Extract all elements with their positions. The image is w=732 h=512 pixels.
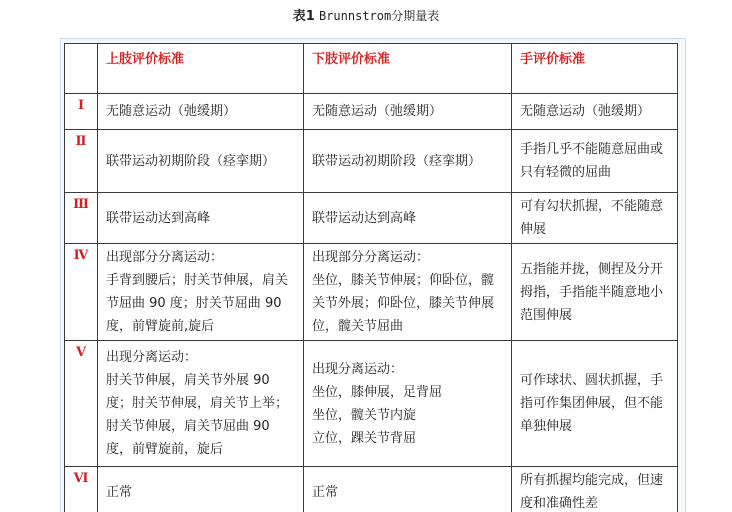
hand-cell: 手指几乎不能随意屈曲或只有轻微的屈曲 <box>512 130 678 193</box>
lower-limb-cell: 无随意运动（弛缓期） <box>304 94 512 130</box>
table-row <box>65 244 678 341</box>
upper-limb-cell: 正常 <box>98 467 304 512</box>
upper-limb-intro: 出现部分分离运动： <box>106 250 224 265</box>
hand-cell: 可作球状、圆状抓握，手指可作集团伸展，但不能单独伸展 <box>512 341 678 467</box>
lower-limb-line: 坐位，髋关节内旋 <box>312 407 417 423</box>
upper-limb-detail: 肘关节伸展，肩关节外展 90 度；肘关节伸展，肩关节上举；肘关节伸展，肩关节屈曲 90 度，前臂旋前，旋后 <box>106 373 289 457</box>
lower-limb-line: 立位，踝关节背屈 <box>312 430 417 446</box>
header-row <box>65 44 678 94</box>
hand-cell: 五指能并拢，侧捏及分开拇指，手指能半随意地小范围伸展 <box>512 244 678 341</box>
header-lower-limb: 下肢评价标准 <box>304 44 512 94</box>
caption-name: Brunnstrom分期量表 <box>318 9 440 23</box>
lower-limb-cell: 联带运动初期阶段（痉挛期） <box>304 130 512 193</box>
upper-limb-detail: 手背到腰后；肘关节伸展，肩关节屈曲 90 度；肘关节屈曲 90 度，前臂旋前,旋后 <box>106 273 289 334</box>
table-row <box>65 193 678 244</box>
header-stage-cell <box>65 44 98 94</box>
lower-limb-cell: 正常 <box>304 467 512 512</box>
lower-limb-line: 坐位，膝伸展，足背屈 <box>312 384 443 400</box>
upper-limb-cell: 无随意运动（弛缓期） <box>98 94 304 130</box>
lower-limb-cell <box>304 341 512 467</box>
upper-limb-cell: 联带运动达到高峰 <box>98 193 304 244</box>
upper-limb-cell <box>98 244 304 341</box>
brunnstrom-table <box>64 43 678 512</box>
stage-label: Ⅰ <box>65 94 98 130</box>
stage-label: Ⅱ <box>65 130 98 193</box>
table-row <box>65 341 678 467</box>
stage-label: Ⅳ <box>65 244 98 341</box>
hand-cell: 可有勾状抓握，不能随意伸展 <box>512 193 678 244</box>
header-upper-limb: 上肢评价标准 <box>98 44 304 94</box>
table-row <box>65 94 678 130</box>
lower-limb-intro: 出现部分分离运动： <box>312 250 430 265</box>
lower-limb-intro: 出现分离运动： <box>312 361 404 377</box>
hand-cell: 无随意运动（弛缓期） <box>512 94 678 130</box>
lower-limb-cell <box>304 244 512 341</box>
table-caption <box>0 7 732 26</box>
stage-label: Ⅵ <box>65 467 98 512</box>
table-row <box>65 130 678 193</box>
upper-limb-intro: 出现分离运动： <box>106 350 198 365</box>
upper-limb-cell: 联带运动初期阶段（痉挛期） <box>98 130 304 193</box>
lower-limb-cell: 联带运动达到高峰 <box>304 193 512 244</box>
stage-label: Ⅲ <box>65 193 98 244</box>
header-hand: 手评价标准 <box>512 44 678 94</box>
table-row <box>65 467 678 512</box>
upper-limb-cell <box>98 341 304 467</box>
hand-cell: 所有抓握均能完成，但速度和准确性差 <box>512 467 678 512</box>
caption-prefix: 表1 <box>292 9 315 24</box>
stage-label: Ⅴ <box>65 341 98 467</box>
lower-limb-detail: 坐位，膝关节伸展；仰卧位，髋关节外展；仰卧位，膝关节伸展位，髋关节屈曲 <box>312 273 495 334</box>
